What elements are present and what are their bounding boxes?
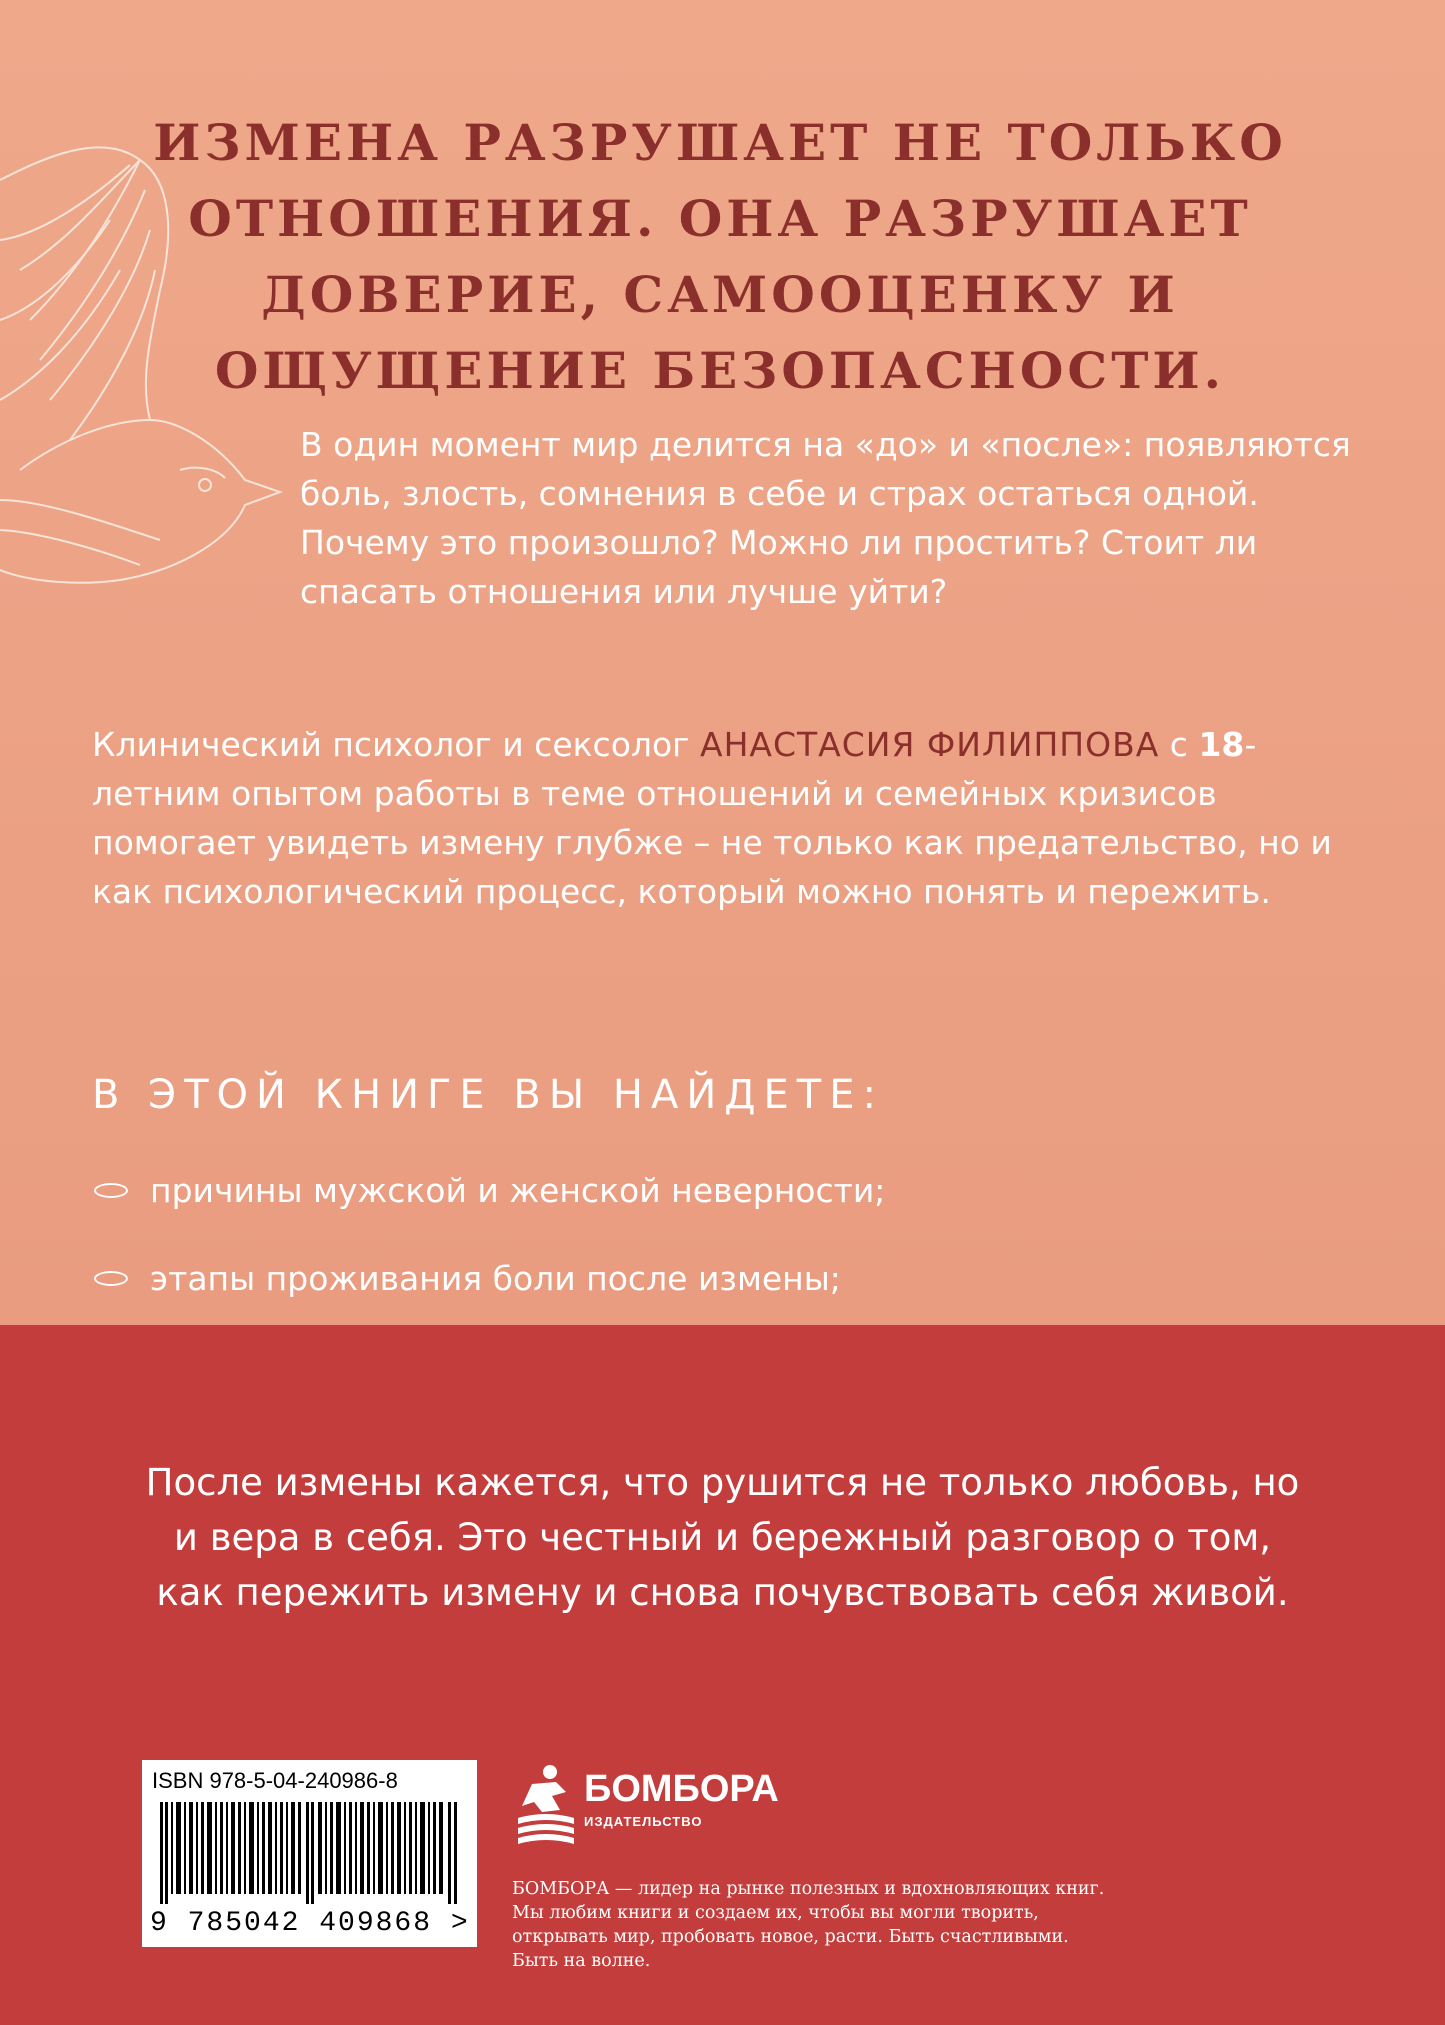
isbn-barcode-box [142, 1760, 477, 1947]
list-item [92, 1253, 1292, 1303]
publisher-subtitle: ИЗДАТЕЛЬСТВО [584, 1814, 703, 1829]
bombora-logo-icon [512, 1762, 580, 1850]
bullet-list [92, 1165, 1292, 1341]
tagline: После измены кажется, что рушится не только любовь, но и вера в себя. Это честный и бережный разговор о том, как пережить измену и снова почувствовать себя живой. [145, 1461, 1300, 1614]
publisher-name: БОМБОРА [584, 1768, 779, 1810]
bullet-text: причины мужской и женской неверности; [150, 1170, 886, 1210]
bullet-text: этапы проживания боли после измены; [150, 1258, 841, 1298]
bullet-ellipse-icon [94, 1271, 128, 1286]
bullet-ellipse-icon [94, 1183, 128, 1198]
headline: ИЗМЕНА РАЗРУШАЕТ НЕ ТОЛЬКО ОТНОШЕНИЯ. ОНА РАЗРУШАЕТ ДОВЕРИЕ, САМООЦЕНКУ И ОЩУЩЕНИЕ БЕЗОПАСНОСТИ. [153, 113, 1287, 400]
author-name: АНАСТАСИЯ ФИЛИППОВА [700, 725, 1160, 764]
isbn-digits: 9 785042 409868 > [150, 1908, 470, 1939]
publisher-logo [512, 1762, 852, 1852]
author-paragraph [92, 720, 1352, 916]
intro-paragraph: В один момент мир делится на «до» и «после»: появляются боль, злость, сомнения в себе и страх остаться одной. Почему это произошло? Можно ли простить? Стоит ли спасать отношения или лучше уйти? [300, 425, 1351, 611]
list-item [92, 1165, 1292, 1215]
author-paragraph-prefix: Клинический психолог и сексолог [92, 725, 701, 764]
author-paragraph-middle: с [1159, 725, 1199, 764]
publisher-description: БОМБОРА — лидер на рынке полезных и вдохновляющих книг. Мы любим книги и создаем их, чтобы вы могли творить, открывать мир, пробовать новое, расти. Быть счастливыми. Быть на волне. [512, 1879, 1105, 1971]
isbn-label: ISBN 978-5-04-240986-8 [152, 1768, 398, 1793]
experience-years: 18 [1198, 725, 1245, 764]
barcode-image [160, 1802, 460, 1904]
section-title: В ЭТОЙ КНИГЕ ВЫ НАЙДЕТЕ: [92, 1072, 884, 1118]
author-paragraph-suffix: -летним опытом работы в теме отношений и семейных кризисов помогает увидеть измену глубже – не только как предательство, но и как психологический процесс, который можно понять и пережить. [92, 725, 1332, 911]
